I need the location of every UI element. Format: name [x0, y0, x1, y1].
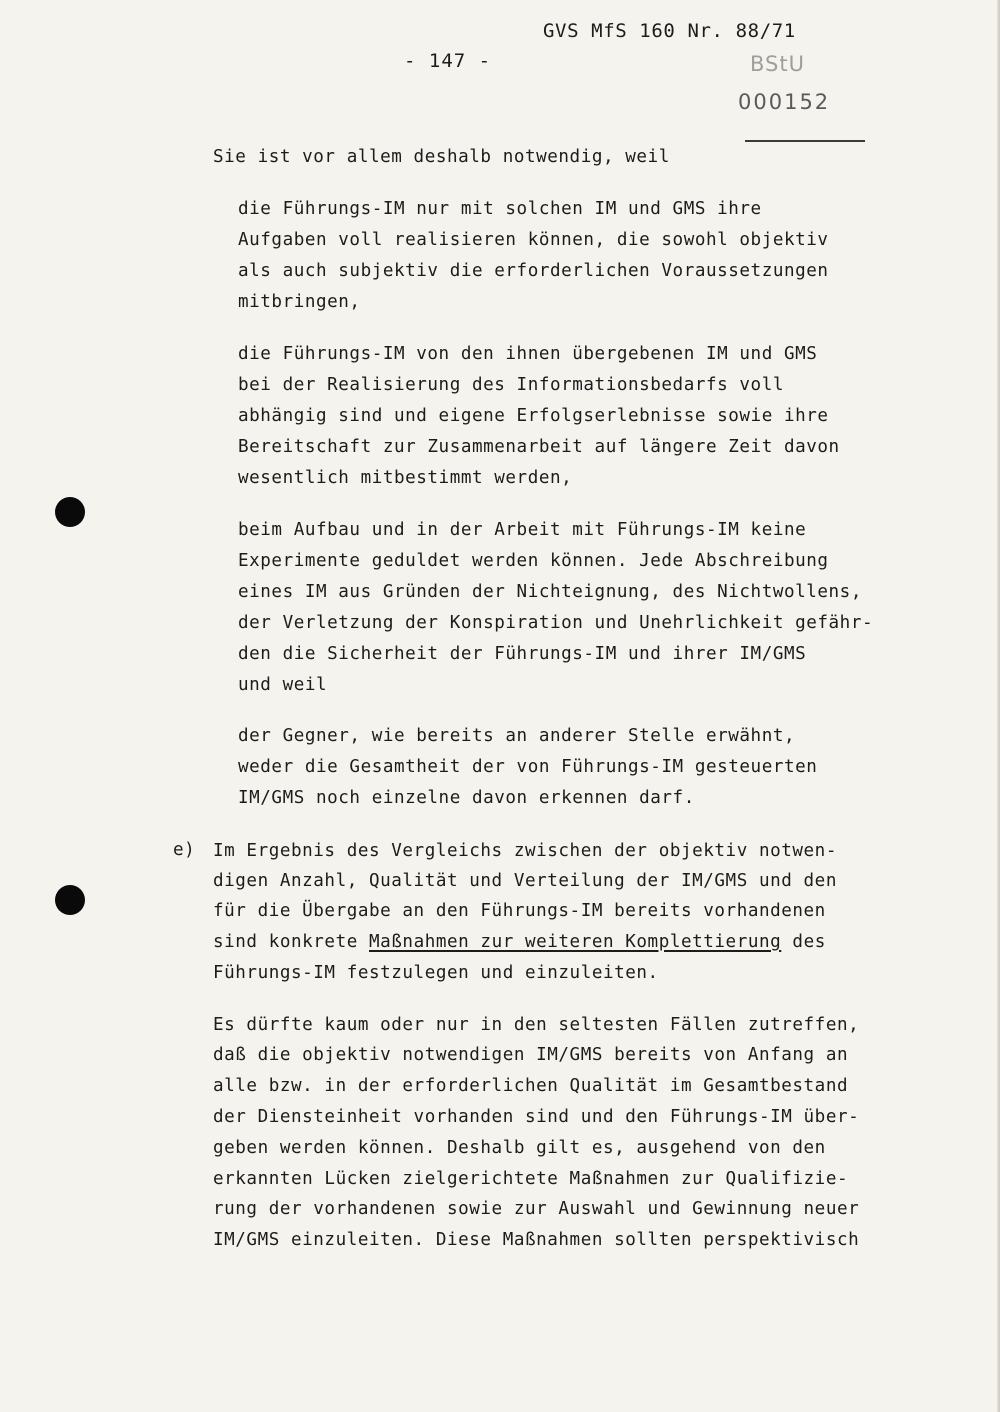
- paragraph-3-line: der Verletzung der Konspiration und Unehrlichkeit gefähr-: [238, 613, 874, 633]
- paragraph-1-line: Aufgaben voll realisieren können, die sowohl objektiv: [238, 230, 829, 250]
- paragraph-3-line: eines IM aus Gründen der Nichteignung, des Nichtwollens,: [238, 582, 862, 602]
- closing-paragraph-line: erkannten Lücken zielgerichtete Maßnahmen zur Qualifizie-: [213, 1169, 849, 1189]
- archive-stamp-number: 000152: [738, 90, 831, 114]
- paragraph-2-line: bei der Realisierung des Informationsbedarfs voll: [238, 375, 784, 395]
- section-e-text: sind konkrete: [213, 932, 369, 952]
- closing-paragraph-line: Es dürfte kaum oder nur in den seltesten Fällen zutreffen,: [213, 1015, 860, 1035]
- closing-paragraph-line: der Diensteinheit vorhanden sind und den Führungs-IM über-: [213, 1107, 860, 1127]
- paragraph-3-line: und weil: [238, 675, 328, 695]
- archive-stamp: BStU: [750, 52, 805, 76]
- section-e-line: Im Ergebnis des Vergleichs zwischen der objektiv notwen-: [213, 841, 837, 861]
- paragraph-4-line: weder die Gesamtheit der von Führungs-IM gesteuerten: [238, 757, 818, 777]
- paragraph-4-line: der Gegner, wie bereits an anderer Stelle erwähnt,: [238, 726, 796, 746]
- paragraph-4-line: IM/GMS noch einzelne davon erkennen darf.: [238, 788, 695, 808]
- section-marker-e: e): [173, 840, 196, 860]
- closing-paragraph-line: daß die objektiv notwendigen IM/GMS bereits von Anfang an: [213, 1045, 849, 1065]
- closing-paragraph-line: IM/GMS einzuleiten. Diese Maßnahmen sollten perspektivisch: [213, 1230, 860, 1250]
- paragraph-2-line: abhängig sind und eigene Erfolgserlebnisse sowie ihre: [238, 406, 829, 426]
- intro-line: Sie ist vor allem deshalb notwendig, weil: [213, 147, 670, 167]
- page-number: - 147 -: [404, 50, 492, 72]
- section-e-text: des: [781, 932, 826, 952]
- section-e-line: für die Übergabe an den Führungs-IM bereits vorhandenen: [213, 901, 826, 921]
- paragraph-1-line: die Führungs-IM nur mit solchen IM und GMS ihre: [238, 199, 762, 219]
- document-reference: GVS MfS 160 Nr. 88/71: [543, 20, 796, 42]
- section-e-line: digen Anzahl, Qualität und Verteilung der IM/GMS und den: [213, 871, 837, 891]
- closing-paragraph-line: geben werden können. Deshalb gilt es, ausgehend von den: [213, 1138, 826, 1158]
- punch-hole: [55, 497, 85, 527]
- paragraph-3-line: den die Sicherheit der Führungs-IM und ihrer IM/GMS: [238, 644, 807, 664]
- closing-paragraph-line: alle bzw. in der erforderlichen Qualität im Gesamtbestand: [213, 1076, 849, 1096]
- closing-paragraph-line: rung der vorhandenen sowie zur Auswahl und Gewinnung neuer: [213, 1199, 860, 1219]
- underlined-measures-phrase: Maßnahmen zur weiteren Komplettierung: [369, 932, 782, 952]
- paragraph-2-line: die Führungs-IM von den ihnen übergebenen IM und GMS: [238, 344, 818, 364]
- paragraph-3-line: beim Aufbau und in der Arbeit mit Führungs-IM keine: [238, 520, 807, 540]
- paragraph-2-line: Bereitschaft zur Zusammenarbeit auf längere Zeit davon: [238, 437, 840, 457]
- section-e-line: Führungs-IM festzulegen und einzuleiten.: [213, 963, 659, 983]
- paragraph-1-line: mitbringen,: [238, 292, 361, 312]
- paragraph-2-line: wesentlich mitbestimmt werden,: [238, 468, 573, 488]
- section-e-line: [213, 931, 826, 953]
- punch-hole: [55, 885, 85, 915]
- paragraph-1-line: als auch subjektiv die erforderlichen Voraussetzungen: [238, 261, 829, 281]
- stamp-underline: [745, 140, 865, 142]
- paragraph-3-line: Experimente geduldet werden können. Jede Abschreibung: [238, 551, 829, 571]
